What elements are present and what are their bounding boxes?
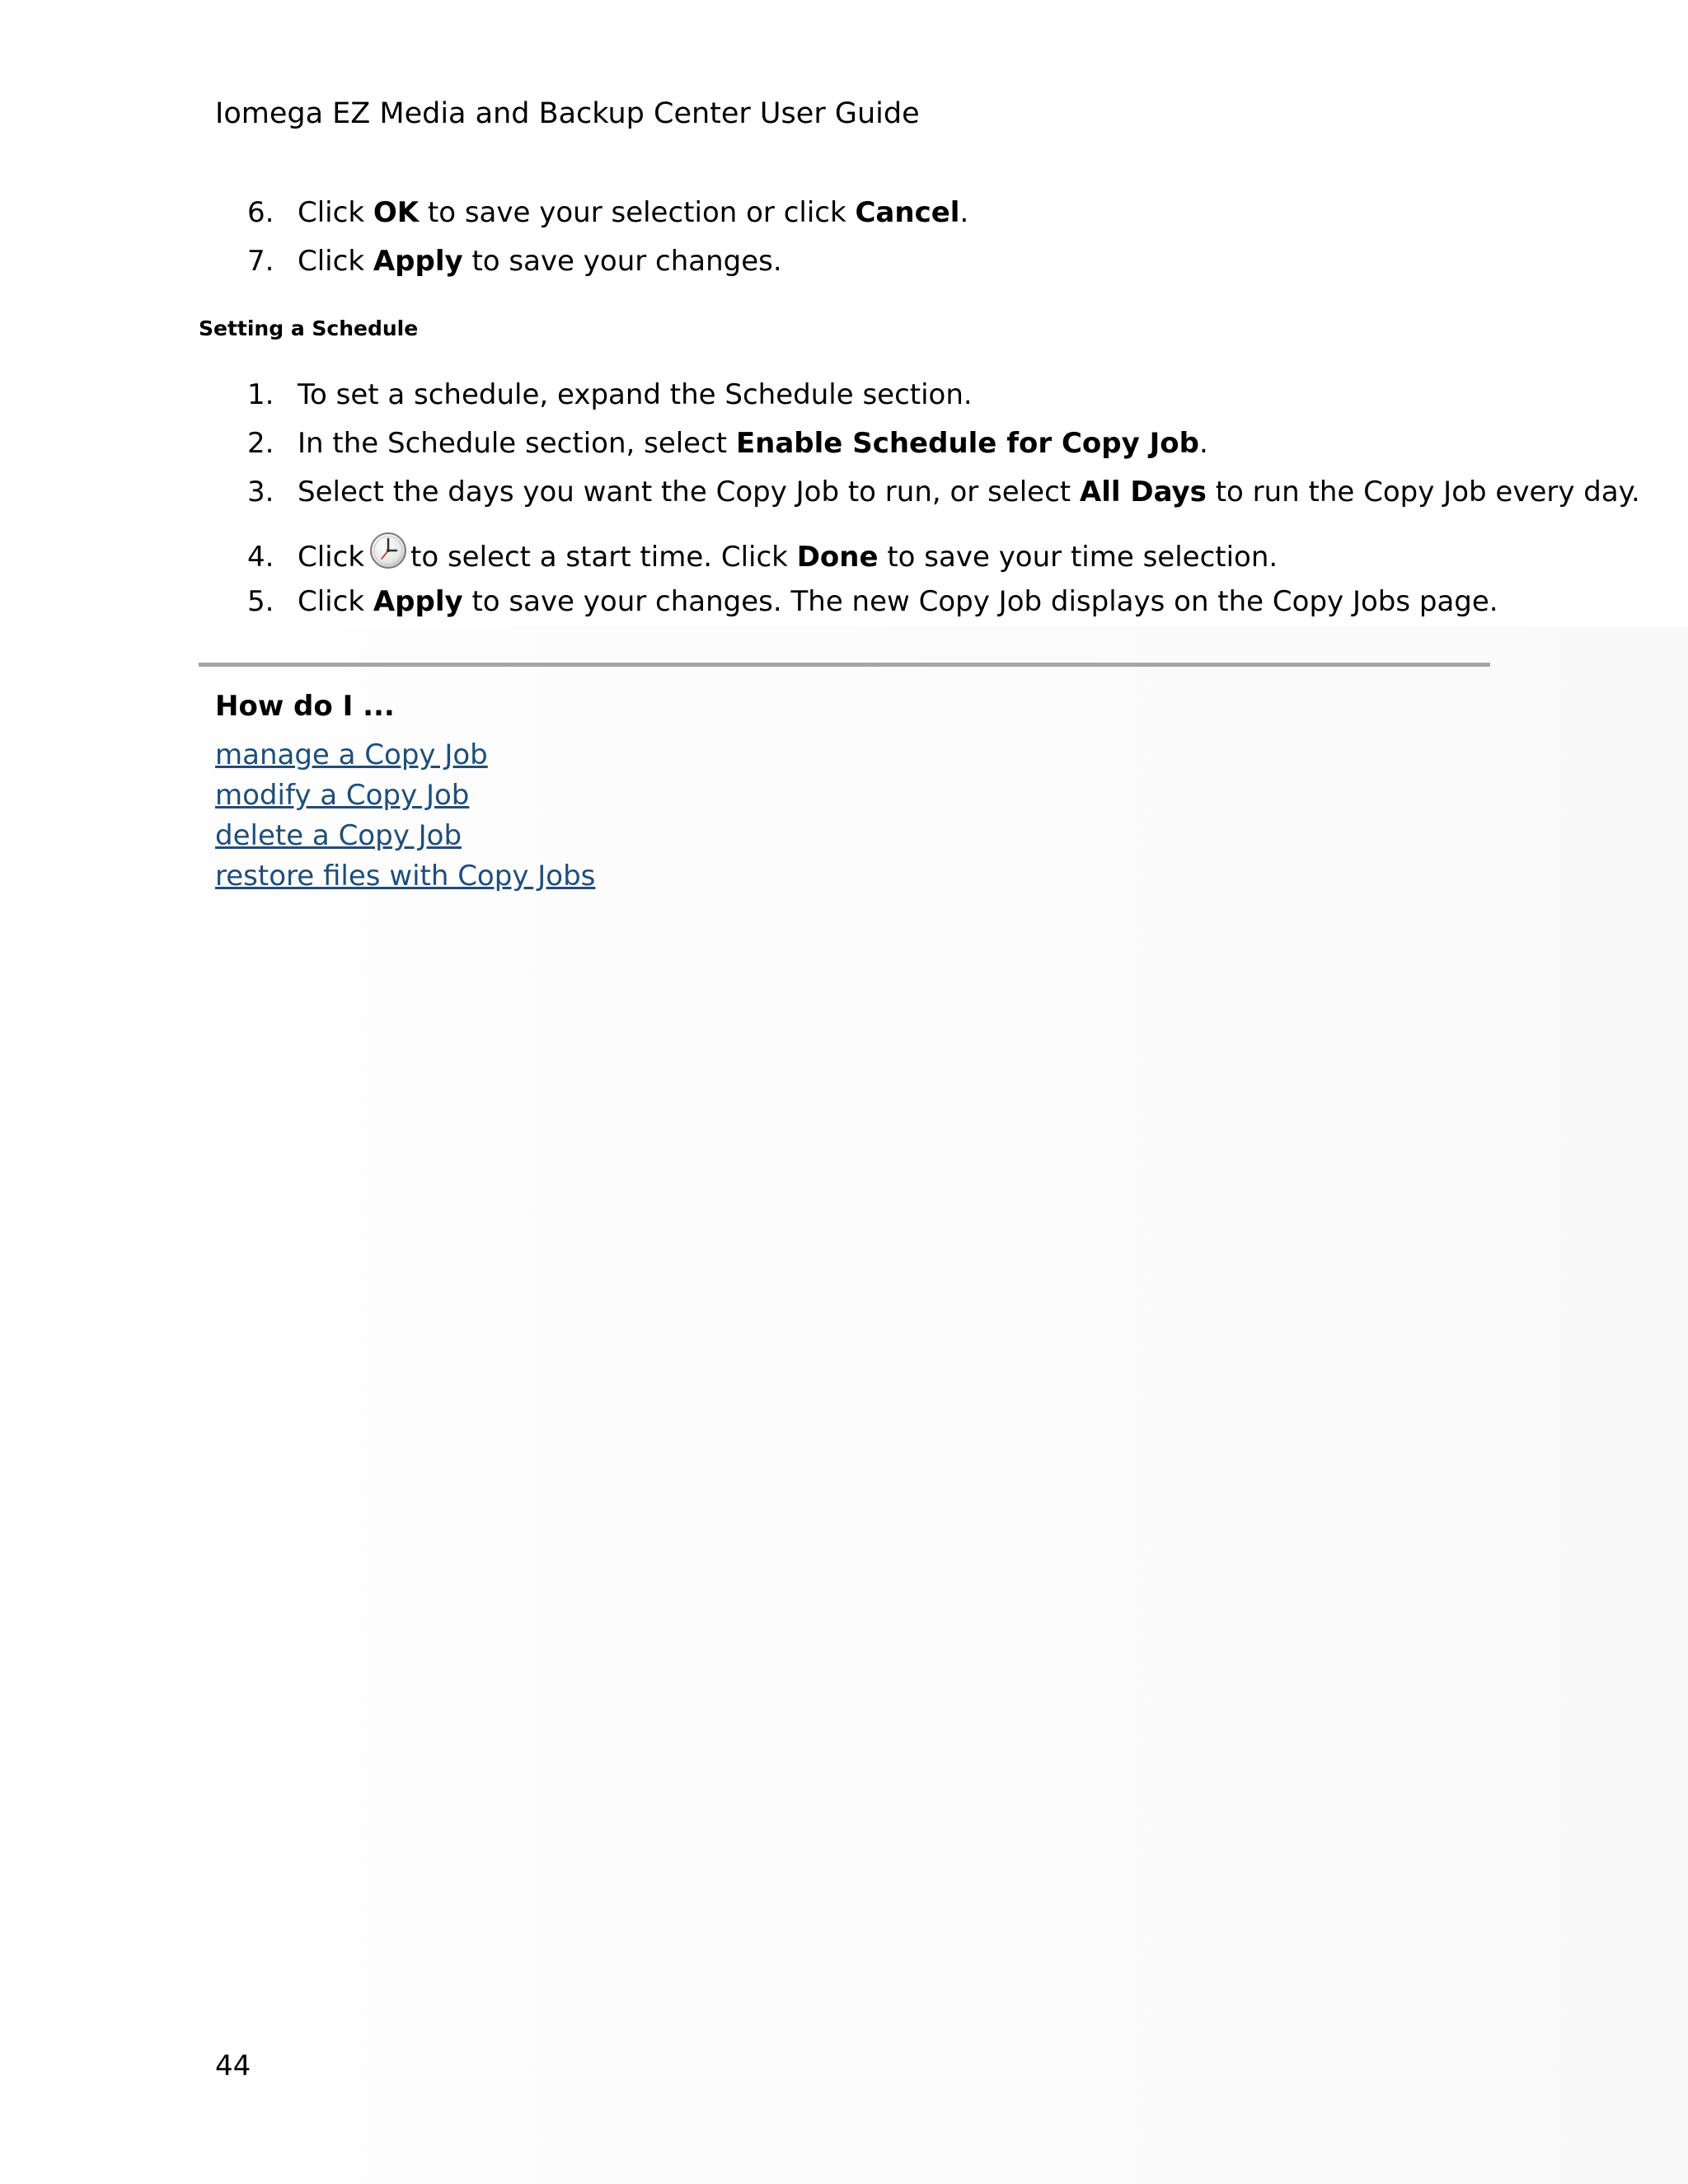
step-number: 2. [247, 427, 274, 460]
step-text: Click [298, 585, 373, 618]
section-heading: Setting a Schedule [199, 316, 419, 340]
step-6 [247, 191, 968, 234]
schedule-step-2 [247, 422, 1208, 465]
apply-label: Apply [373, 585, 463, 618]
step-text: Click [298, 541, 365, 574]
step-number: 6. [247, 196, 274, 229]
step-text: to run the Copy Job every day. [1206, 476, 1640, 509]
schedule-step-3 [247, 471, 1640, 513]
step-number: 1. [247, 378, 274, 411]
cancel-label: Cancel [855, 196, 960, 229]
step-text: to save your selection or click [419, 196, 856, 229]
all-days-label: All Days [1079, 476, 1207, 509]
link-delete-copy-job[interactable]: delete a Copy Job [215, 819, 462, 852]
link-modify-copy-job[interactable]: modify a Copy Job [215, 779, 470, 812]
schedule-step-5 [247, 580, 1498, 623]
step-text: to save your changes. [462, 245, 782, 278]
step-number: 5. [247, 585, 274, 618]
done-label: Done [796, 541, 879, 574]
step-text: . [959, 196, 969, 229]
step-number: 4. [247, 541, 274, 574]
ok-label: OK [373, 196, 420, 229]
step-number: 7. [247, 245, 274, 278]
step-text: to save your changes. The new Copy Job displays on the Copy Jobs page. [462, 585, 1498, 618]
schedule-step-1 [247, 373, 973, 416]
step-text: To set a schedule, expand the Schedule section. [298, 378, 973, 411]
link-manage-copy-job[interactable]: manage a Copy Job [215, 738, 488, 771]
apply-label: Apply [373, 245, 463, 278]
step-text: . [1198, 427, 1208, 460]
link-restore-files[interactable]: restore files with Copy Jobs [215, 860, 596, 893]
step-number: 3. [247, 476, 274, 509]
clock-icon [369, 532, 407, 569]
section-divider [199, 663, 1490, 667]
step-text: to save your time selection. [878, 541, 1278, 574]
schedule-step-4 [247, 532, 1278, 579]
running-header: Iomega EZ Media and Backup Center User Guide [215, 97, 920, 130]
page-number: 44 [215, 2050, 251, 2083]
how-do-i-links [215, 735, 595, 897]
step-text: Select the days you want the Copy Job to run, or select [298, 476, 1080, 509]
step-7 [247, 240, 782, 283]
how-do-i-heading: How do I ... [215, 690, 395, 723]
step-text: to select a start time. Click [410, 541, 797, 574]
enable-schedule-label: Enable Schedule for Copy Job [735, 427, 1199, 460]
step-text: In the Schedule section, select [298, 427, 736, 460]
step-text: Click [298, 196, 373, 229]
step-text: Click [298, 245, 373, 278]
